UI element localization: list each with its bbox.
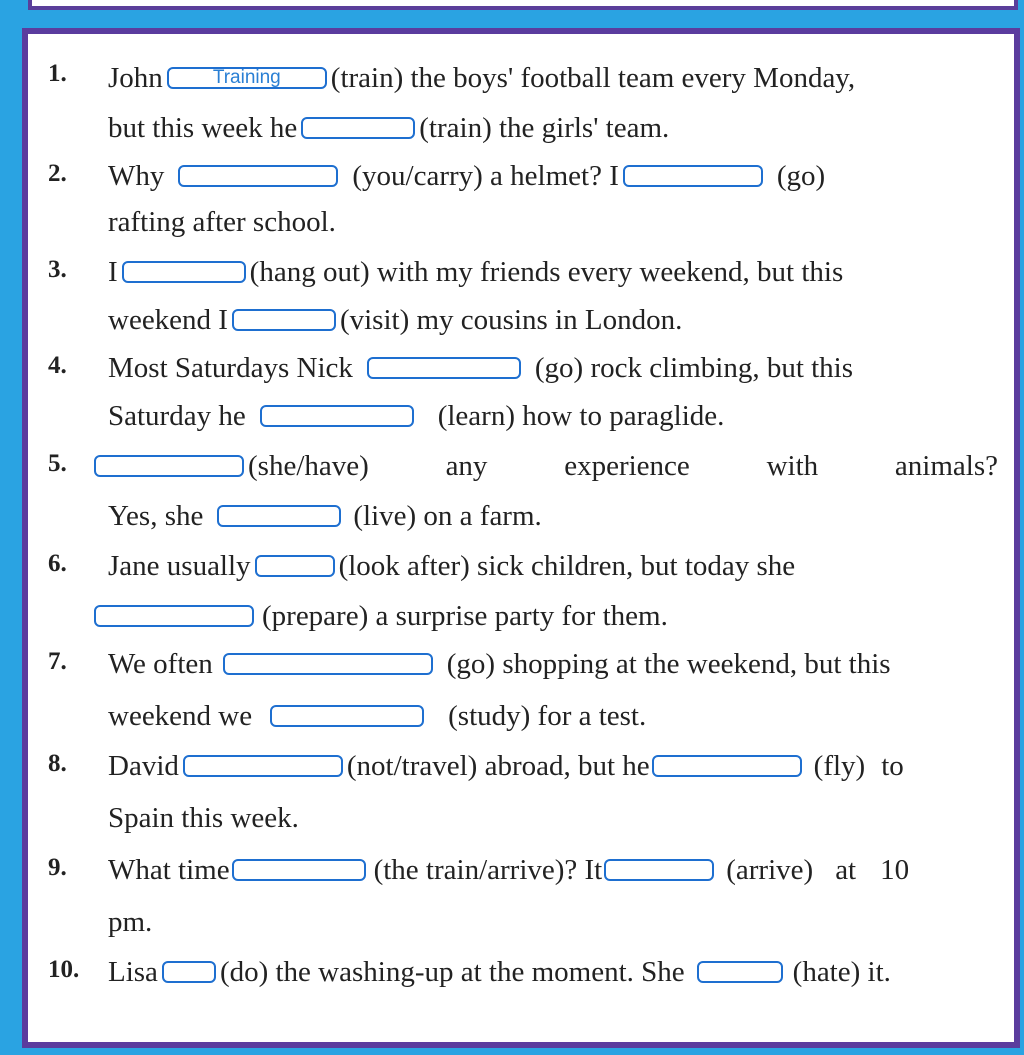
item-10-line-1 [108, 952, 891, 992]
text: (look after) sick children, but today she [338, 550, 796, 582]
answer-box[interactable] [223, 653, 433, 675]
text: at [835, 854, 857, 886]
item-number: 1. [48, 60, 67, 87]
text: Spain this week. [108, 802, 299, 834]
text: What time [108, 854, 230, 886]
text: 10 [880, 854, 910, 886]
item-7-line-2 [108, 696, 646, 736]
item-number: 7. [48, 648, 67, 675]
item-6-line-1 [108, 546, 795, 586]
item-6-line-2 [94, 596, 668, 636]
answer-box[interactable] [301, 117, 415, 139]
text: animals? [894, 450, 998, 482]
item-7-line-1 [108, 644, 998, 684]
text: John [108, 62, 163, 94]
item-3-line-2 [108, 300, 682, 340]
answer-box[interactable] [232, 309, 336, 331]
answer-box[interactable] [623, 165, 763, 187]
text: Most Saturdays Nick [108, 352, 353, 384]
text: David [108, 750, 179, 782]
text: (prepare) a surprise party for them. [262, 600, 668, 632]
item-number: 3. [48, 256, 67, 283]
text: I [108, 256, 118, 288]
text: (learn) how to paraglide. [437, 400, 725, 432]
item-number: 2. [48, 160, 67, 187]
answer-box[interactable] [604, 859, 714, 881]
text: weekend we [108, 700, 253, 732]
text: but this week he [108, 112, 298, 144]
text: (the train/arrive)? It [373, 854, 603, 886]
text: (go) shopping at the weekend, but this [446, 648, 891, 680]
item-2-line-2 [108, 202, 336, 242]
text: Why [108, 160, 165, 192]
answer-box[interactable] [122, 261, 246, 283]
text: weekend I [108, 304, 228, 336]
item-4-line-2 [108, 396, 724, 436]
text: (go) [776, 160, 826, 192]
answer-box[interactable] [697, 961, 783, 983]
text: (train) the girls' team. [419, 112, 670, 144]
item-8-line-1 [108, 746, 998, 786]
text: Saturday he [108, 400, 246, 432]
text: to [881, 750, 904, 782]
text: Yes, she [108, 500, 204, 532]
item-5-line-2 [108, 496, 542, 536]
item-number: 6. [48, 550, 67, 577]
answer-box[interactable] [178, 165, 338, 187]
item-1-line-2 [108, 108, 669, 148]
item-number: 4. [48, 352, 67, 379]
answer-box[interactable] [183, 755, 343, 777]
text: (she/have) [248, 450, 369, 482]
answer-box[interactable] [255, 555, 335, 577]
previous-panel-edge [28, 0, 1018, 10]
item-4-line-1 [108, 348, 998, 388]
item-number: 10. [48, 956, 80, 983]
text: (fly) [813, 750, 866, 782]
text: experience [564, 450, 690, 482]
answer-box[interactable] [260, 405, 414, 427]
answer-box[interactable] [270, 705, 424, 727]
text: (live) on a farm. [353, 500, 542, 532]
text: any [445, 450, 488, 482]
text: (study) for a test. [448, 700, 647, 732]
text: rafting after school. [108, 206, 336, 238]
item-number: 9. [48, 854, 67, 881]
item-2-line-1 [108, 156, 825, 196]
item-5-line-1 [94, 446, 998, 486]
answer-box[interactable] [232, 859, 366, 881]
answer-box[interactable] [217, 505, 341, 527]
item-9-line-2 [108, 902, 152, 942]
text: (arrive) [726, 854, 814, 886]
answer-box[interactable] [162, 961, 216, 983]
text: (hate) it. [792, 956, 891, 988]
text: (do) the washing-up at the moment. She [219, 956, 685, 988]
answer-box[interactable] [94, 455, 244, 477]
text: Jane usually [108, 550, 251, 582]
text: Lisa [108, 956, 158, 988]
text: We often [108, 648, 213, 680]
exercise-panel [22, 28, 1020, 1048]
answer-box[interactable] [94, 605, 254, 627]
text: (visit) my cousins in London. [339, 304, 683, 336]
text: (not/travel) abroad, but he [346, 750, 650, 782]
text: (hang out) with my friends every weekend, but this [249, 256, 844, 288]
item-number: 8. [48, 750, 67, 777]
item-3-line-1 [108, 252, 998, 292]
text: pm. [108, 906, 153, 938]
answer-box[interactable] [367, 357, 521, 379]
item-8-line-2 [108, 798, 299, 838]
answer-box[interactable] [652, 755, 802, 777]
item-1-line-1 [108, 58, 998, 98]
answer-box[interactable]: Training [167, 67, 327, 89]
text: with [766, 450, 819, 482]
item-9-line-1 [108, 850, 998, 890]
text: (go) rock climbing, but this [534, 352, 854, 384]
text: (train) the boys' football team every Monday, [330, 62, 856, 94]
text: (you/carry) a helmet? I [352, 160, 619, 192]
item-number: 5. [48, 450, 67, 477]
